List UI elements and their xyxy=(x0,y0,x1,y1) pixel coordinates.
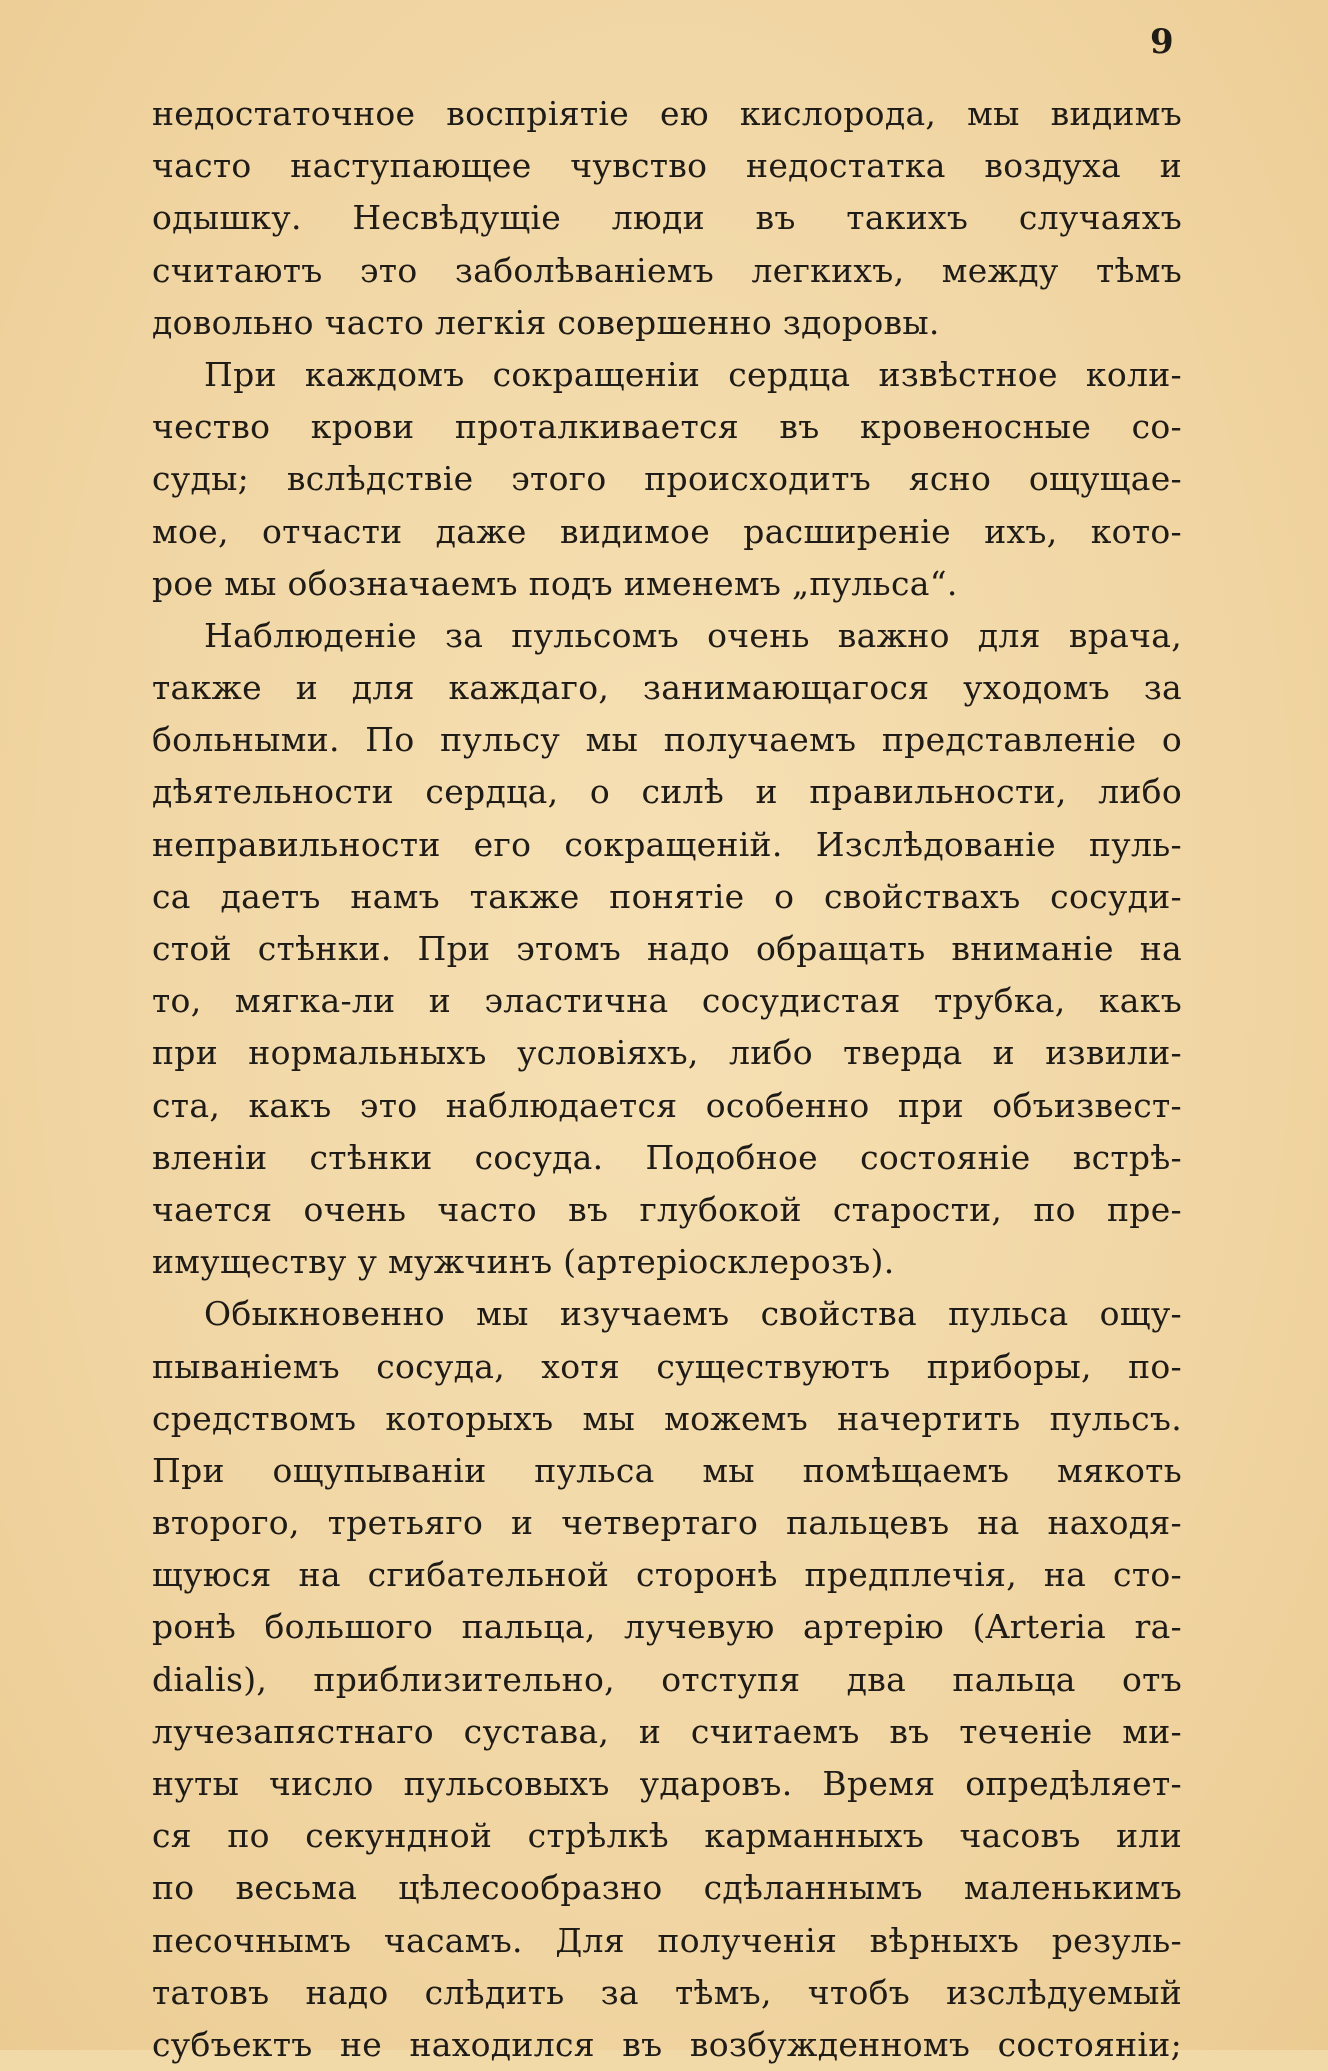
text-line: ся по секундной стрѣлкѣ карманныхъ часовъ или xyxy=(152,1816,1182,1856)
paragraph-start-line: При каждомъ сокращеніи сердца извѣстное коли- xyxy=(204,354,1182,394)
text-line: пываніемъ сосуда, хотя существуютъ приборы, по- xyxy=(152,1346,1182,1386)
text-line: При ощупываніи пульса мы помѣщаемъ мякоть xyxy=(152,1450,1182,1490)
text-line: имуществу у мужчинъ (артеріосклерозъ). xyxy=(152,1242,895,1282)
text-line: нуты число пульсовыхъ ударовъ. Время опредѣляет- xyxy=(152,1764,1182,1803)
text-line: са даетъ намъ также понятіе о свойствахъ сосуди- xyxy=(152,876,1182,916)
text-line: мое, отчасти даже видимое расширеніе ихъ, кото- xyxy=(152,511,1182,551)
text-line: по весьма цѣлесообразно сдѣланнымъ маленькимъ xyxy=(152,1868,1182,1908)
text-line: также и для каждаго, занимающагося уходомъ за xyxy=(152,668,1182,708)
text-line: ронѣ большого пальца, лучевую артерію (Arteria ra- xyxy=(152,1607,1182,1647)
text-line: лучезапястнаго сустава, и считаемъ въ теченіе ми- xyxy=(152,1711,1182,1751)
text-line: песочнымъ часамъ. Для полученія вѣрныхъ резуль- xyxy=(152,1920,1182,1960)
text-line: одышку. Несвѣдущіе люди въ такихъ случаяхъ xyxy=(152,198,1182,238)
text-line: чается очень часто въ глубокой старости, по пре- xyxy=(152,1189,1182,1229)
text-line: татовъ надо слѣдить за тѣмъ, чтобъ изслѣдуемый xyxy=(152,1972,1182,2012)
text-line: суды; вслѣдствіе этого происходитъ ясно ощущае- xyxy=(152,459,1182,499)
text-line: то, мягка-ли и эластична сосудистая трубка, какъ xyxy=(152,981,1182,1021)
text-line: ста, какъ это наблюдается особенно при объизвест- xyxy=(152,1085,1182,1125)
page-number: 9 xyxy=(1150,22,1175,62)
text-line: средствомъ которыхъ мы можемъ начертить пульсъ. xyxy=(152,1398,1182,1438)
paragraph-start-line: Наблюденіе за пульсомъ очень важно для врача, xyxy=(204,615,1182,655)
text-line: рое мы обозначаемъ подъ именемъ „пульса“. xyxy=(152,563,958,603)
paragraph-start-line: Обыкновенно мы изучаемъ свойства пульса ощу- xyxy=(204,1294,1182,1334)
text-line: больными. По пульсу мы получаемъ представленіе о xyxy=(152,720,1182,760)
text-line: довольно часто легкія совершенно здоровы. xyxy=(152,302,940,342)
body-text xyxy=(152,88,1182,2071)
text-line: чество крови проталкивается въ кровеносные со- xyxy=(152,407,1182,447)
text-line: субъектъ не находился въ возбужденномъ состояніи; xyxy=(152,2024,1182,2064)
text-line: неправильности его сокращеній. Изслѣдованіе пуль- xyxy=(152,824,1182,864)
text-line: вленіи стѣнки сосуда. Подобное состояніе встрѣ- xyxy=(152,1137,1182,1177)
text-line: второго, третьяго и четвертаго пальцевъ на находя- xyxy=(152,1503,1182,1543)
text-line: недостаточное воспріятіе ею кислорода, мы видимъ xyxy=(152,94,1182,133)
text-line: стой стѣнки. При этомъ надо обращать вниманіе на xyxy=(152,929,1182,968)
text-line: при нормальныхъ условіяхъ, либо тверда и извили- xyxy=(152,1033,1182,1073)
text-line: считаютъ это заболѣваніемъ легкихъ, между тѣмъ xyxy=(152,250,1182,290)
text-line: дѣятельности сердца, о силѣ и правильности, либо xyxy=(152,772,1182,812)
text-line: щуюся на сгибательной сторонѣ предплечія, на сто- xyxy=(152,1555,1182,1595)
text-line: часто наступающее чувство недостатка воздуха и xyxy=(152,146,1182,186)
text-line: dialis), приблизительно, отступя два пальца отъ xyxy=(152,1659,1182,1699)
